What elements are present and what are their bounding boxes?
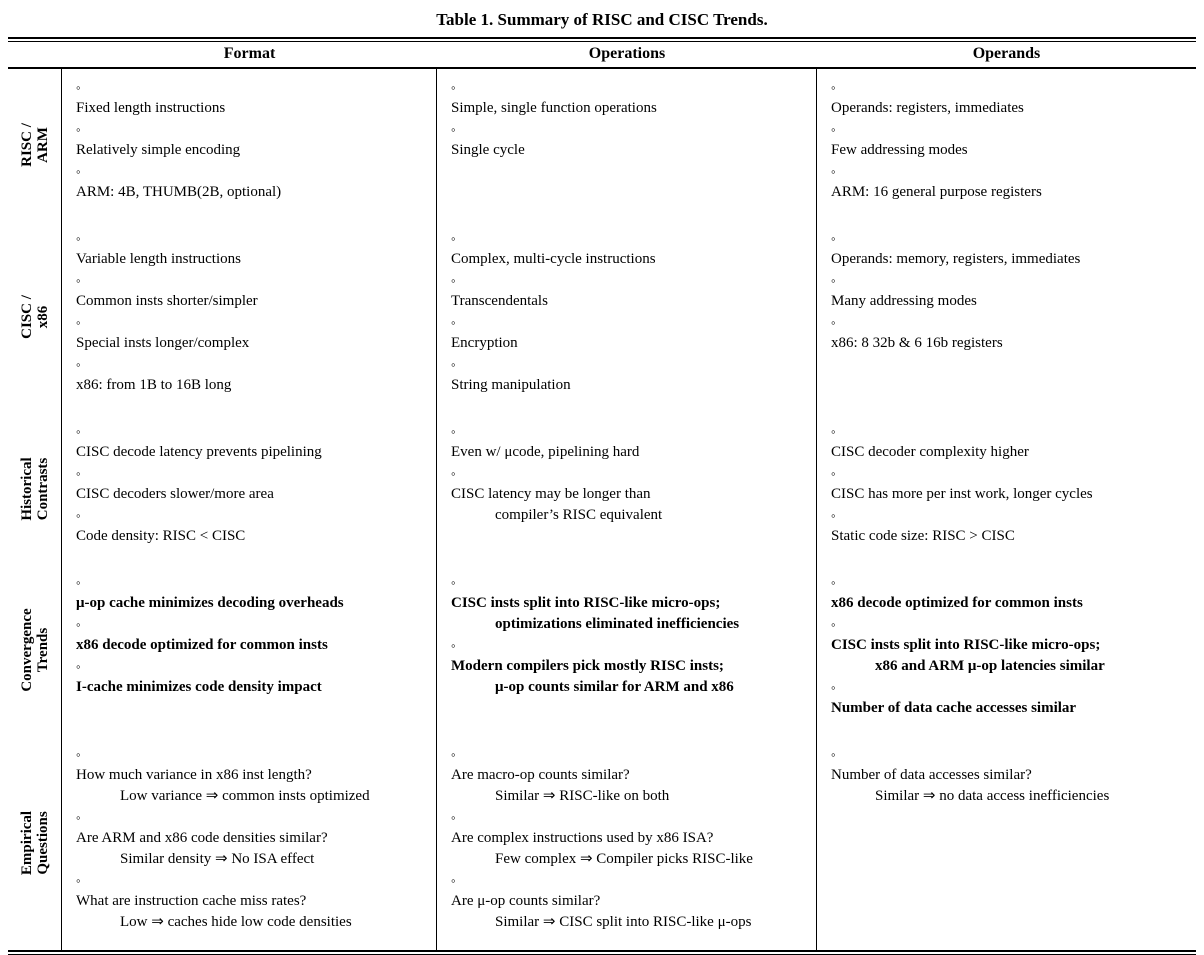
row-label-line: Historical	[18, 456, 35, 521]
line-text: Many addressing modes	[831, 293, 977, 309]
bullet-line	[74, 77, 432, 119]
bullet-line	[449, 807, 812, 849]
bullet-line	[74, 119, 432, 161]
bullet-icon: ◦	[451, 357, 456, 372]
continuation-line: Similar ⇒ CISC split into RISC-like μ-ops	[495, 914, 752, 930]
bullet-line	[74, 270, 432, 312]
cell-operands	[817, 736, 1196, 950]
row-group-cisc-x86	[8, 220, 1196, 413]
cell-operations	[437, 736, 817, 950]
row-label-line: RISC /	[18, 122, 35, 167]
line-text: Are complex instructions used by x86 ISA?	[451, 830, 714, 846]
bullet-icon: ◦	[76, 659, 81, 674]
bullet-icon: ◦	[76, 273, 81, 288]
line-text: Operands: memory, registers, immediates	[831, 251, 1081, 267]
continuation-line: Low variance ⇒ common insts optimized	[120, 788, 370, 804]
cell-operands	[817, 220, 1196, 413]
line-text: Code density: RISC < CISC	[76, 528, 246, 544]
cell-operations	[437, 564, 817, 736]
line-text: String manipulation	[451, 377, 571, 393]
line-text: CISC insts split into RISC-like micro-ops;	[451, 595, 721, 611]
continuation-line: Similar density ⇒ No ISA effect	[120, 851, 315, 867]
row-label	[8, 413, 62, 564]
column-header-operations: Operations	[588, 45, 666, 62]
line-text: Even w/ μcode, pipelining hard	[451, 444, 640, 460]
line-text: How much variance in x86 inst length?	[76, 767, 312, 783]
bullet-icon: ◦	[831, 747, 836, 762]
bullet-icon: ◦	[831, 164, 836, 179]
row-label-line: x86	[34, 305, 51, 328]
bullet-icon: ◦	[451, 466, 456, 481]
continuation-line: Few complex ⇒ Compiler picks RISC-like	[495, 851, 753, 867]
line-text: Static code size: RISC > CISC	[831, 528, 1015, 544]
bullet-line	[829, 744, 1192, 786]
bullet-icon: ◦	[451, 747, 456, 762]
cell-operands	[817, 69, 1196, 220]
header-spacer	[8, 45, 62, 63]
bullet-icon: ◦	[76, 747, 81, 762]
row-label-text	[19, 457, 51, 520]
bullet-icon: ◦	[76, 508, 81, 523]
bullet-icon: ◦	[76, 122, 81, 137]
bullet-icon: ◦	[831, 508, 836, 523]
line-text: CISC decode latency prevents pipelining	[76, 444, 322, 460]
line-text: Are ARM and x86 code densities similar?	[76, 830, 328, 846]
row-group-historical-contrasts	[8, 413, 1196, 564]
line-text: x86: 8 32b & 6 16b registers	[831, 335, 1003, 351]
row-label-text	[19, 295, 51, 339]
line-text: CISC has more per inst work, longer cycles	[831, 486, 1093, 502]
row-group-risc-arm	[8, 69, 1196, 220]
cell-operations	[437, 413, 817, 564]
continuation-line: Low ⇒ caches hide low code densities	[120, 914, 352, 930]
column-header-format: Format	[223, 45, 276, 62]
bullet-icon: ◦	[76, 231, 81, 246]
bullet-line	[829, 312, 1192, 354]
line-text: Modern compilers pick mostly RISC insts;	[451, 658, 724, 674]
line-text: What are instruction cache miss rates?	[76, 893, 307, 909]
row-label-line: Trends	[34, 627, 51, 673]
row-label-text	[19, 123, 51, 167]
line-text: ARM: 16 general purpose registers	[831, 184, 1042, 200]
line-text: Number of data accesses similar?	[831, 767, 1032, 783]
bullet-icon: ◦	[451, 80, 456, 95]
line-text: Simple, single function operations	[451, 100, 657, 116]
continuation-line: compiler’s RISC equivalent	[495, 507, 663, 523]
bullet-icon: ◦	[451, 575, 456, 590]
bullet-icon: ◦	[831, 315, 836, 330]
line-text: CISC decoders slower/more area	[76, 486, 274, 502]
bullet-line	[449, 119, 812, 161]
row-label-line: CISC /	[18, 294, 35, 339]
bullet-icon: ◦	[831, 122, 836, 137]
cell-operations	[437, 69, 817, 220]
row-group-convergence-trends	[8, 564, 1196, 736]
bullet-line	[449, 463, 812, 505]
bullet-icon: ◦	[76, 873, 81, 888]
bullet-icon: ◦	[451, 231, 456, 246]
line-text: Relatively simple encoding	[76, 142, 241, 158]
bullet-icon: ◦	[76, 424, 81, 439]
bullet-line	[829, 161, 1192, 203]
bullet-line	[829, 270, 1192, 312]
bullet-icon: ◦	[831, 80, 836, 95]
bullet-icon: ◦	[76, 80, 81, 95]
bullet-line	[74, 656, 432, 698]
bullet-icon: ◦	[76, 164, 81, 179]
line-text: Few addressing modes	[831, 142, 968, 158]
bullet-icon: ◦	[76, 617, 81, 632]
column-header-operands: Operands	[972, 45, 1041, 62]
table-title: Table 1. Summary of RISC and CISC Trends.	[436, 10, 768, 29]
line-text: x86 decode optimized for common insts	[76, 637, 328, 653]
cell-format	[62, 69, 437, 220]
bullet-line	[449, 77, 812, 119]
bullet-line	[74, 228, 432, 270]
bullet-line	[449, 228, 812, 270]
bullet-icon: ◦	[451, 315, 456, 330]
bullet-line	[829, 572, 1192, 614]
table-header	[8, 42, 1196, 67]
line-text: I-cache minimizes code density impact	[76, 679, 322, 695]
bullet-icon: ◦	[451, 810, 456, 825]
row-label	[8, 564, 62, 736]
bullet-icon: ◦	[831, 466, 836, 481]
row-label	[8, 220, 62, 413]
bullet-icon: ◦	[76, 466, 81, 481]
bullet-icon: ◦	[76, 357, 81, 372]
row-label-line: Contrasts	[34, 457, 51, 520]
bullet-line	[74, 312, 432, 354]
continuation-line: μ-op counts similar for ARM and x86	[495, 679, 734, 695]
bullet-line	[74, 614, 432, 656]
bullet-icon: ◦	[451, 273, 456, 288]
cell-format	[62, 564, 437, 736]
line-text: CISC decoder complexity higher	[831, 444, 1029, 460]
row-label-line: Questions	[34, 811, 51, 875]
line-text: Number of data cache accesses similar	[831, 700, 1077, 716]
bullet-line	[74, 463, 432, 505]
bullet-line	[829, 421, 1192, 463]
bullet-icon: ◦	[831, 231, 836, 246]
line-text: Variable length instructions	[76, 251, 241, 267]
row-label-text	[19, 608, 51, 691]
bullet-line	[74, 870, 432, 912]
bullet-line	[829, 228, 1192, 270]
bullet-line	[449, 312, 812, 354]
bullet-line	[829, 77, 1192, 119]
bullet-line	[449, 635, 812, 677]
bullet-icon: ◦	[76, 575, 81, 590]
line-text: Single cycle	[451, 142, 525, 158]
line-text: Are macro-op counts similar?	[451, 767, 630, 783]
line-text: Operands: registers, immediates	[831, 100, 1024, 116]
bullet-line	[74, 421, 432, 463]
cell-format	[62, 413, 437, 564]
cell-operands	[817, 564, 1196, 736]
bullet-icon: ◦	[451, 424, 456, 439]
bullet-icon: ◦	[831, 273, 836, 288]
bullet-line	[829, 463, 1192, 505]
line-text: Common insts shorter/simpler	[76, 293, 258, 309]
bullet-line	[74, 807, 432, 849]
line-text: μ-op cache minimizes decoding overheads	[76, 595, 344, 611]
bullet-icon: ◦	[831, 680, 836, 695]
line-text: ARM: 4B, THUMB(2B, optional)	[76, 184, 282, 200]
bullet-line	[449, 354, 812, 396]
bullet-icon: ◦	[831, 424, 836, 439]
bullet-line	[74, 572, 432, 614]
line-text: x86: from 1B to 16B long	[76, 377, 232, 393]
row-label-line: Convergence	[18, 608, 35, 692]
cell-format	[62, 220, 437, 413]
row-label-line: Empirical	[18, 810, 35, 876]
bullet-line	[74, 505, 432, 547]
bullet-icon: ◦	[76, 810, 81, 825]
line-text: Transcendentals	[451, 293, 548, 309]
row-label-text	[19, 811, 51, 875]
cell-operands	[817, 413, 1196, 564]
bullet-line	[449, 870, 812, 912]
line-text: CISC insts split into RISC-like micro-ops;	[831, 637, 1101, 653]
row-label-line: ARM	[34, 126, 51, 163]
bullet-line	[449, 744, 812, 786]
row-label	[8, 69, 62, 220]
bullet-icon: ◦	[451, 122, 456, 137]
bullet-line	[74, 744, 432, 786]
row-group-empirical-questions	[8, 736, 1196, 950]
table-body	[8, 69, 1196, 950]
line-text: Complex, multi-cycle instructions	[451, 251, 656, 267]
bullet-line	[74, 161, 432, 203]
bullet-line	[829, 677, 1192, 719]
cell-format	[62, 736, 437, 950]
line-text: Encryption	[451, 335, 518, 351]
continuation-line: Similar ⇒ RISC-like on both	[495, 788, 670, 804]
bullet-line	[829, 614, 1192, 656]
line-text: x86 decode optimized for common insts	[831, 595, 1083, 611]
bullet-icon: ◦	[831, 575, 836, 590]
line-text: Special insts longer/complex	[76, 335, 250, 351]
bullet-line	[74, 354, 432, 396]
continuation-line: x86 and ARM μ-op latencies similar	[875, 658, 1105, 674]
continuation-line: Similar ⇒ no data access inefficiencies	[875, 788, 1110, 804]
line-text: Fixed length instructions	[76, 100, 226, 116]
bullet-line	[829, 505, 1192, 547]
bullet-line	[449, 421, 812, 463]
row-label	[8, 736, 62, 950]
line-text: CISC latency may be longer than	[451, 486, 651, 502]
bullet-line	[449, 572, 812, 614]
bullet-line	[449, 270, 812, 312]
continuation-line: optimizations eliminated inefficiencies	[495, 616, 740, 632]
bullet-icon: ◦	[76, 315, 81, 330]
bottom-double-rule	[8, 950, 1196, 955]
bullet-line	[829, 119, 1192, 161]
bullet-icon: ◦	[831, 617, 836, 632]
cell-operations	[437, 220, 817, 413]
bullet-icon: ◦	[451, 638, 456, 653]
line-text: Are μ-op counts similar?	[451, 893, 601, 909]
bullet-icon: ◦	[451, 873, 456, 888]
